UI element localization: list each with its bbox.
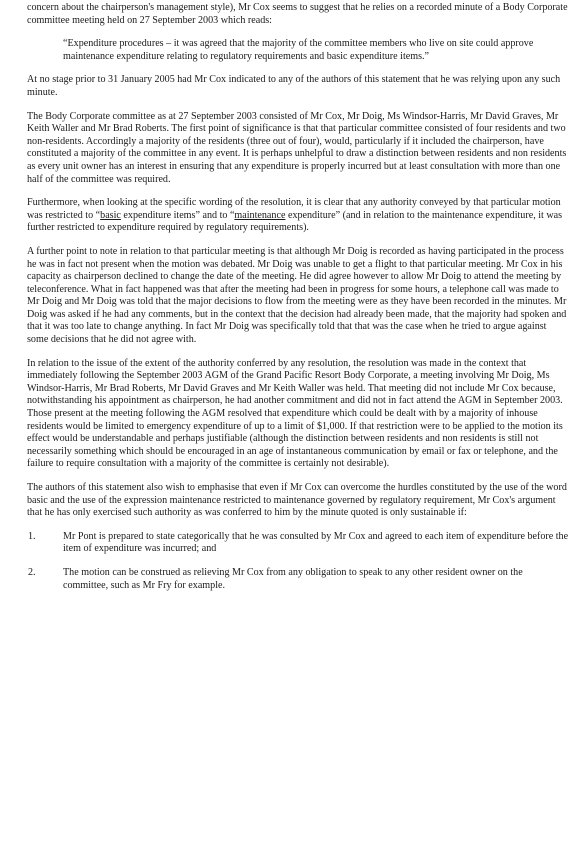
list-item-text: The motion can be construed as relieving Mr Cox from any obligation to speak to any other resident owner on the committee, such as Mr Fry for example.: [63, 566, 523, 591]
underlined-word-basic: basic: [100, 209, 121, 221]
paragraph-prior-notice: At no stage prior to 31 January 2005 had Mr Cox indicated to any of the authors of this statement that he was relying upon any such minute.: [27, 74, 561, 98]
paragraph-conditions-intro: The authors of this statement also wish to emphasise that even if Mr Cox can overcome the hurdles constituted by the use of the word basic and the use of the expression maintenance restricted to maintenance governed by regulatory requirement, Mr Cox's argument that he has only exercised such authority as was conferred to him by the minute quoted is only sustainable if:: [27, 482, 567, 519]
text-run: expenditure” (and in relation to the maintenance expenditure, it was further restricted to expenditure required by regulatory requirements).: [27, 209, 563, 234]
paragraph-authority-extent: In relation to the issue of the extent of the authority conferred by any resolution, the resolution was made in the context that immediately following the September 2003 AGM of the Grand Pacific Resort Body Corporate, a meeting involving Mr Doig, Ms Windsor-Harris, Mr Brad Roberts, Mr David Graves and Mr Keith Waller was held. That meeting did not include Mr Cox because, notwithstanding his appointment as chairperson, he had another commitment and did not in fact attend the AGM in September 2003. Those present at the meeting following the AGM resolved that expenditure which could be dealt with by a majority of inhouse residents would be limited to emergency expenditure of up to a limit of $1,000. If that restriction were to be applied to the motion its effect would be understandable and perhaps justifiable (although the distinction between residents and non residents is still not necessarily something which should be encouraged in an age of instantaneous communication by email or fax or telephone, and the failure to require consultation with a majority of the committee is certainly not desirable).: [27, 357, 563, 470]
list-item: [27, 531, 569, 556]
text-run: Furthermore, when looking at the specific wording of the resolution, it is clear that any authority conveyed by that particular motion was restricted to “: [27, 197, 561, 221]
paragraph-intro: concern about the chairperson's management style), Mr Cox seems to suggest that he relies on a recorded minute of a Body Corporate committee meeting held on 27 September 2003 which reads:: [27, 2, 568, 26]
list-item: [27, 567, 569, 592]
list-item-number: 1.: [28, 530, 36, 542]
list-item-number: 2.: [28, 566, 36, 578]
paragraph-meeting-attendance: A further point to note in relation to that particular meeting is that although Mr Doig is recorded as having participated in the process he was in fact not present when the motion was debated. Mr Doig was unable to get a flight to that particular meeting. Mr Cox in his capacity as chairperson declined to change the date of the meeting. He did agree however to allow Mr Doig to attend the meeting by teleconference. What in fact happened was that after the meeting had been in progress for some hours, a telephone call was made to Mr Doig and Mr Doig was told that the major decisions to flow from the meeting were as they have been recorded in the minutes. Mr Doig was asked if he had any comments, but in the context that the decision had already been made, that the majority had spoken and that it was too late to change anything. In fact Mr Doig was specifically told that that was the case when he tried to argue against some decisions that he did not agree with.: [27, 245, 567, 346]
minute-quote: “Expenditure procedures – it was agreed that the majority of the committee members who live on site could approve maintenance expenditure relating to regulatory requirements and basic expenditure items.”: [63, 38, 534, 62]
list-item-text: Mr Pont is prepared to state categorically that he was consulted by Mr Cox and agreed to each item of expenditure before the item of expenditure was incurred; and: [63, 530, 569, 555]
underlined-word-maintenance: maintenance: [234, 209, 286, 221]
text-run: expenditure items” and to “: [120, 209, 235, 221]
paragraph-committee-composition: The Body Corporate committee as at 27 September 2003 consisted of Mr Cox, Mr Doig, Ms Windsor-Harris, Mr David Graves, Mr Keith Waller and Mr Brad Roberts. The first point of significance is that that particular committee consisted of four residents and two non-residents. Accordingly a majority of the residents (three out of four), would, particularly if it included the chairperson, have constituted a majority of the committee in any event. It is perhaps unhelpful to draw a distinction between residents and non residents as every unit owner has an interest in ensuring that any expenditure is properly incurred but at least consultation with more than one half of the committee was required.: [27, 110, 567, 185]
paragraph-resolution-wording: [27, 197, 569, 235]
